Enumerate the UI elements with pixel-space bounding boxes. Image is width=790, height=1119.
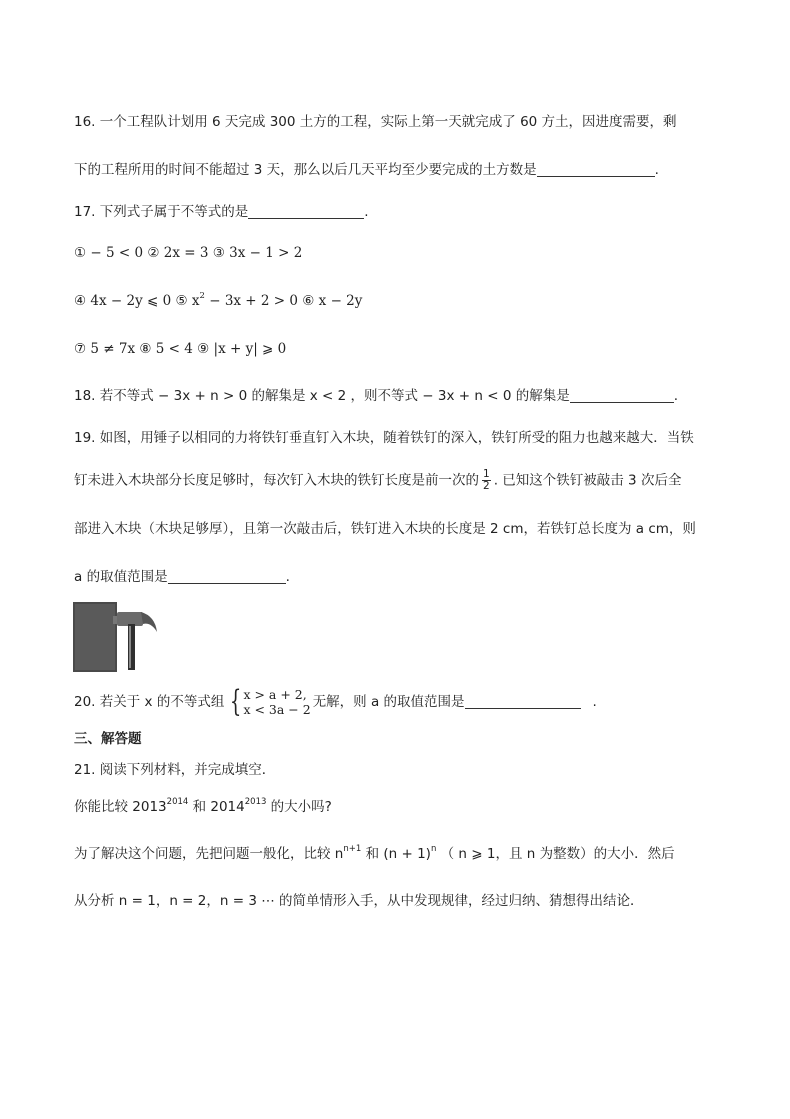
wood-block-face [75,604,115,670]
q21-text-3a: 为了解决这个问题，先把问题一般化，比较 n [74,846,344,862]
q17-options-row-1 [74,243,750,263]
q18-text: 18. 若不等式 − 3x + n > 0 的解集是 x < 2 ，则不等式 − 3x + n < 0 的解集是 [74,388,570,404]
q19-text-3: 部进入木块（木块足够厚），且第一次敲击后，铁钉进入木块的长度是 2 cm，若铁钉总长度为 a cm，则 [74,521,696,537]
left-brace: { [230,684,242,719]
section-heading [74,729,750,749]
handle-highlight [129,626,131,668]
q19-text-2a: 钉未进入木块部分长度足够时，每次钉入木块的铁钉长度是前一次的 [74,472,479,489]
question-19-line-1 [74,428,750,448]
q20-answer-blank[interactable] [465,694,581,709]
q18-period: . [673,388,679,404]
q20-period: . [592,694,597,710]
q21-exponent-3: n+1 [343,844,362,854]
q19-text-2b: . 已知这个铁钉被敲击 3 次后全 [493,472,682,489]
q21-exponent-4: n [430,844,437,854]
q17-period: . [364,204,369,220]
q19-period: . [285,569,290,585]
q18-answer-blank[interactable] [570,388,674,403]
q17-options-row-3 [74,339,750,359]
question-21-line-2 [74,797,750,817]
q21-text-2a: 你能比较 2013 [74,799,167,815]
one-half-fraction [482,469,491,492]
section-3-title: 三、解答题 [74,731,142,747]
question-20 [74,684,750,719]
question-16-line-1 [74,112,750,132]
q20-text-post: 无解，则 a 的取值范围是 [312,694,465,710]
q21-text-3b: 和 (n + 1) [361,846,431,862]
q17-row3-text: ⑦ 5 ≠ 7x ⑧ 5 < 4 ⑨ |x + y| ⩾ 0 [74,341,287,357]
fraction-denominator: 2 [483,480,490,492]
hammer-and-wood-block-illustration [73,602,157,672]
system-row-1: x > a + 2, [243,687,307,702]
q17-text: 17. 下列式子属于不等式的是 [74,204,249,220]
fraction-numerator: 1 [483,468,490,480]
question-19-line-4 [74,567,750,587]
question-21-line-1 [74,760,750,780]
hammer-claw [141,612,157,632]
question-17-line-1 [74,202,750,222]
question-16-line-2 [74,160,750,180]
q19-text-1: 19. 如图，用锤子以相同的力将铁钉垂直钉入木块，随着铁钉的深入，铁钉所受的阻力也越来越大．当铁 [74,430,694,446]
hammer-head [117,612,143,626]
inequality-system [226,684,311,719]
q21-text-3c: （ n ⩾ 1，且 n 为整数）的大小．然后 [436,846,675,862]
q21-text-2c: 的大小吗? [266,799,332,815]
q16-answer-blank[interactable] [537,162,655,177]
question-19-line-2 [74,469,750,492]
q16-text-1: 16. 一个工程队计划用 6 天完成 300 土方的工程，实际上第一天就完成了 60 方土，因进度需要，剩 [74,114,677,130]
q19-answer-blank[interactable] [168,569,286,584]
question-19-line-3 [74,519,750,539]
q20-text-pre: 20. 若关于 x 的不等式组 [74,694,225,710]
q21-exponent-1: 2014 [166,797,189,807]
question-18 [74,386,750,406]
q16-text-2: 下的工程所用的时间不能超过 3 天，那么以后几天平均至少要完成的土方数是 [74,162,537,178]
system-row-2: x < 3a − 2 [243,702,311,717]
q19-text-4: a 的取值范围是 [74,569,168,585]
q17-row2-exponent: 2 [199,291,205,301]
question-21-line-4 [74,891,750,911]
q21-text-2b: 和 2014 [188,799,245,815]
q17-row1-text: ① − 5 < 0 ② 2x = 3 ③ 3x − 1 > 2 [74,245,303,261]
q17-row2-text-a: ④ 4x − 2y ⩽ 0 ⑤ x [74,293,200,309]
q17-options-row-2 [74,291,750,311]
q16-period: . [654,162,659,178]
question-21-line-3 [74,844,750,864]
q21-text-4: 从分析 n = 1，n = 2，n = 3 ⋯ 的简单情形入手，从中发现规律，经过归纳、猜想得出结论． [74,893,644,909]
q17-row2-text-b: − 3x + 2 > 0 ⑥ x − 2y [204,293,363,309]
q21-exponent-2: 2013 [244,797,267,807]
q21-text-1: 21. 阅读下列材料，并完成填空． [74,762,276,778]
q17-answer-blank[interactable] [248,204,364,219]
